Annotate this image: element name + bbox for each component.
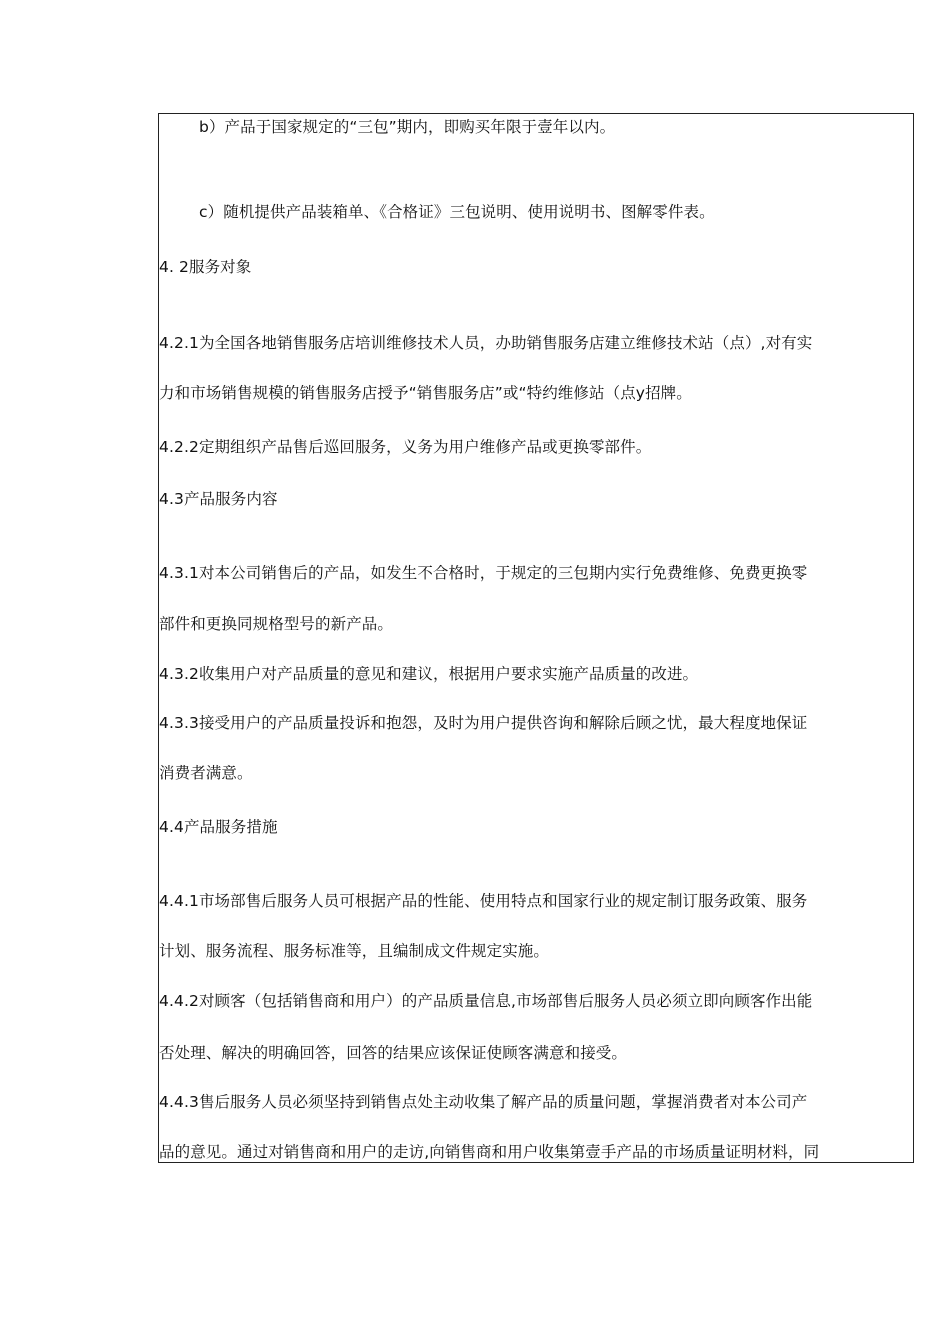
paragraph-4-3-3-line-1: 4.3.3接受用户的产品质量投诉和抱怨，及时为用户提供咨询和解除后顾之忧，最大程度地保证 [159, 714, 808, 732]
paragraph-4-3-2: 4.3.2收集用户对产品质量的意见和建议，根据用户要求实施产品质量的改进。 [159, 665, 699, 683]
paragraph-4-3-1-line-2: 部件和更换同规格型号的新产品。 [159, 615, 394, 633]
text-line-c: c）随机提供产品装箱单、《合格证》三包说明、使用说明书、图解零件表。 [199, 203, 715, 221]
paragraph-4-4-2-line-2: 否处理、解决的明确回答，回答的结果应该保证使顾客满意和接受。 [159, 1044, 628, 1062]
paragraph-4-4-1-line-1: 4.4.1市场部售后服务人员可根据产品的性能、使用特点和国家行业的规定制订服务政策、服务 [159, 892, 808, 910]
paragraph-4-4-3-line-1: 4.4.3售后服务人员必须坚持到销售点处主动收集了解产品的质量问题，掌握消费者对本公司产 [159, 1093, 808, 1111]
paragraph-4-3-1-line-1: 4.3.1对本公司销售后的产品，如发生不合格时，于规定的三包期内实行免费维修、免费更换零 [159, 564, 808, 582]
paragraph-4-2-1-line-2: 力和市场销售规模的销售服务店授予“销售服务店”或“特约维修站（点y招牌。 [159, 384, 692, 402]
paragraph-4-4-2-line-1: 4.4.2对顾客（包括销售商和用户）的产品质量信息,市场部售后服务人员必须立即向顾客作出能 [159, 992, 813, 1010]
text-line-b: b）产品于国家规定的“三包”期内，即购买年限于壹年以内。 [199, 118, 616, 136]
paragraph-4-4-1-line-2: 计划、服务流程、服务标准等，且编制成文件规定实施。 [159, 942, 550, 960]
section-heading-4-4: 4.4产品服务措施 [159, 818, 278, 836]
paragraph-4-4-3-line-2: 品的意见。通过对销售商和用户的走访,向销售商和用户收集第壹手产品的市场质量证明材料，同 [159, 1143, 820, 1161]
paragraph-4-2-1-line-1: 4.2.1为全国各地销售服务店培训维修技术人员，办助销售服务店建立维修技术站（点）,对有实 [159, 334, 813, 352]
content-frame [158, 113, 914, 1163]
section-heading-4-3: 4.3产品服务内容 [159, 490, 278, 508]
paragraph-4-3-3-line-2: 消费者满意。 [159, 764, 253, 782]
section-heading-4-2: 4. 2服务对象 [159, 258, 252, 276]
paragraph-4-2-2: 4.2.2定期组织产品售后巡回服务，义务为用户维修产品或更换零部件。 [159, 438, 652, 456]
